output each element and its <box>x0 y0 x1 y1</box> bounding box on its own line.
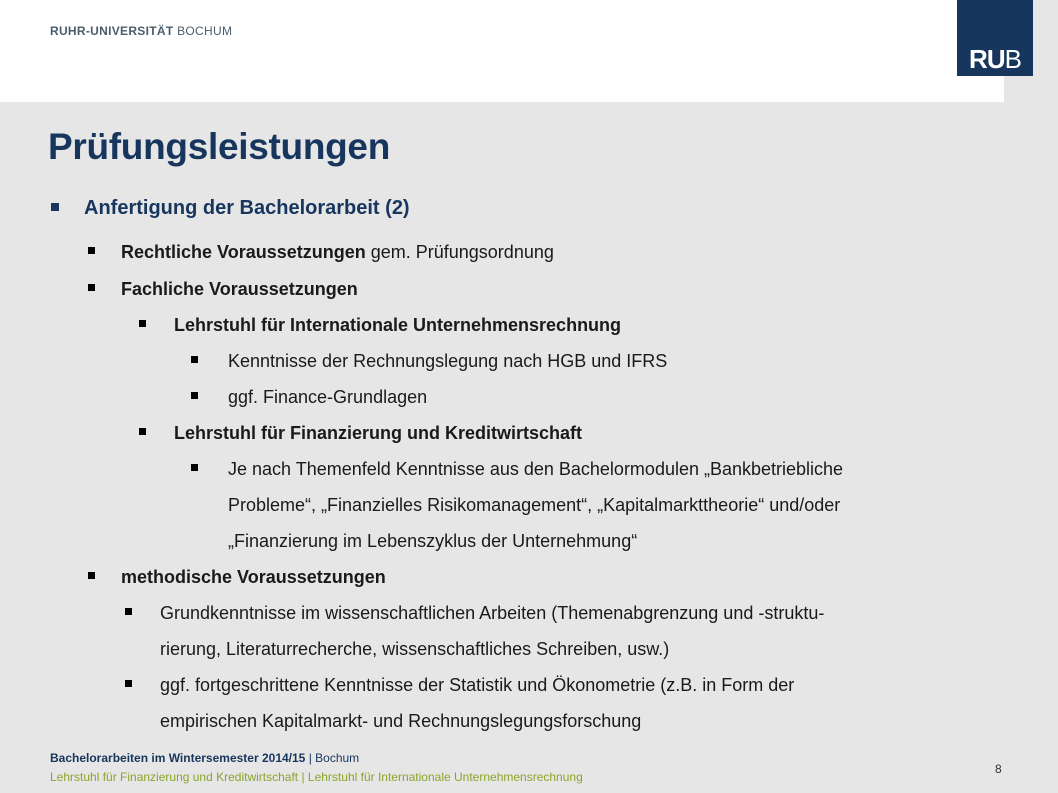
item-fk-bachelormodule-line2: Probleme“, „Finanzielles Risikomanagement“, „Kapitalmarkttheorie“ und/oder <box>228 495 841 515</box>
item-methodische-voraussetzungen: methodische Voraussetzungen <box>121 567 386 588</box>
slide-header <box>0 0 1004 102</box>
bullet-icon <box>139 428 146 435</box>
bullet-icon <box>125 680 132 687</box>
bullet-icon <box>88 284 95 291</box>
item-fachliche-voraussetzungen: Fachliche Voraussetzungen <box>121 279 358 300</box>
footer-chairs: Lehrstuhl für Finanzierung und Kreditwirtschaft | Lehrstuhl für Internationale Unternehmensrechnung <box>50 770 583 784</box>
item-meth-statistik: ggf. fortgeschrittene Kenntnisse der Statistik und Ökonometrie (z.B. in Form der <box>160 675 794 696</box>
heading-bachelorarbeit: Anfertigung der Bachelorarbeit (2) <box>84 197 410 220</box>
bullet-icon <box>191 464 198 471</box>
bullet-icon <box>51 203 59 211</box>
item-fk-bachelormodule: Je nach Themenfeld Kenntnisse aus den Bachelormodulen „Bankbetriebliche <box>228 459 843 480</box>
bullet-icon <box>88 247 95 254</box>
bullet-icon <box>139 320 146 327</box>
bullet-icon <box>191 356 198 363</box>
item-lehrstuhl-fk: Lehrstuhl für Finanzierung und Kreditwirtschaft <box>174 423 582 444</box>
item-rechtliche-voraussetzungen: Rechtliche Voraussetzungen gem. Prüfungsordnung <box>121 242 554 263</box>
slide-title: Prüfungsleistungen <box>48 126 390 167</box>
rub-logo: RUB <box>957 0 1033 76</box>
bullet-icon <box>125 608 132 615</box>
item-fk-bachelormodule-line3: „Finanzierung im Lebenszyklus der Unternehmung“ <box>228 531 638 551</box>
bullet-icon <box>88 572 95 579</box>
item-iur-rechnungslegung: Kenntnisse der Rechnungslegung nach HGB und IFRS <box>228 351 667 372</box>
university-name: RUHR-UNIVERSITÄT BOCHUM <box>50 24 233 38</box>
item-meth-grundkenntnisse-line2: rierung, Literaturrecherche, wissenschaftliches Schreiben, usw.) <box>160 639 670 659</box>
page-number: 8 <box>995 762 1002 776</box>
bullet-icon <box>191 392 198 399</box>
item-lehrstuhl-iur: Lehrstuhl für Internationale Unternehmensrechnung <box>174 315 621 336</box>
footer-event-info: Bachelorarbeiten im Wintersemester 2014/15 | Bochum <box>50 751 360 765</box>
item-iur-finance: ggf. Finance-Grundlagen <box>228 387 427 408</box>
item-meth-grundkenntnisse: Grundkenntnisse im wissenschaftlichen Arbeiten (Themenabgrenzung und -struktu- <box>160 603 824 624</box>
item-meth-statistik-line2: empirischen Kapitalmarkt- und Rechnungslegungsforschung <box>160 711 642 731</box>
